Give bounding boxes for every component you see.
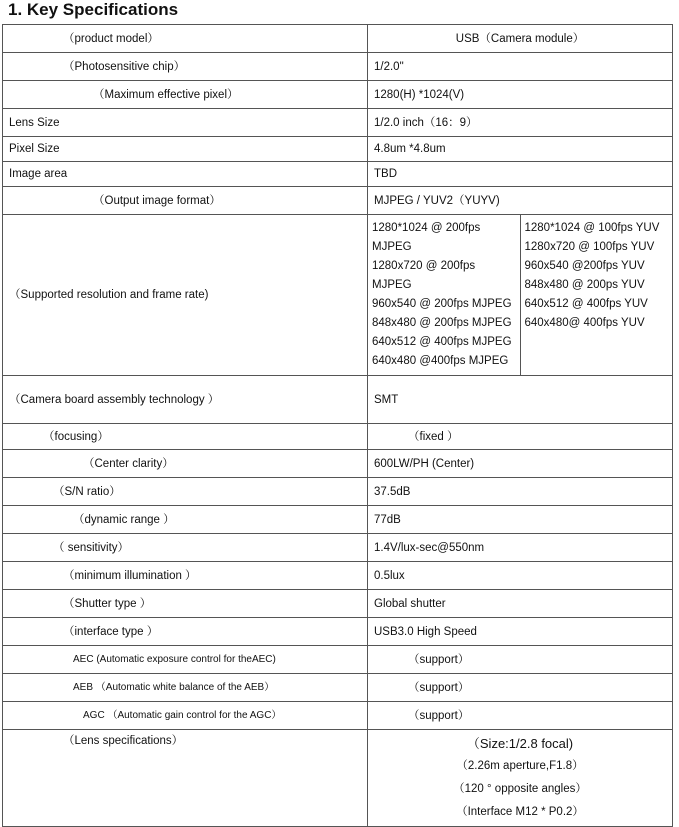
table-row [3, 674, 673, 702]
list-item: （120 ° opposite angles） [453, 783, 587, 795]
list-item: 848x480 @ 200fps MJPEG [372, 317, 512, 329]
label-sn-ratio: （S/N ratio） [3, 478, 368, 506]
value-aeb: （support） [368, 674, 673, 702]
value-sensitivity: 1.4V/lux-sec@550nm [368, 534, 673, 562]
table-row [3, 534, 673, 562]
label-assembly: （Camera board assembly technology ） [3, 376, 368, 424]
label-sensitivity: （ sensitivity） [3, 534, 368, 562]
table-row [3, 424, 673, 450]
table-row [3, 137, 673, 162]
value-image-area: TBD [368, 162, 673, 187]
yuv-list [521, 215, 673, 375]
value-agc: （support） [368, 702, 673, 730]
table-row [3, 162, 673, 187]
list-item: 640x512 @ 400fps YUV [524, 298, 648, 310]
label-center-clarity: （Center clarity） [3, 450, 368, 478]
table-row [3, 109, 673, 137]
label-image-area: Image area [3, 162, 368, 187]
table-row [3, 450, 673, 478]
list-item: 960x540 @ 200fps MJPEG [372, 298, 512, 310]
label-max-pixel: （Maximum effective pixel） [3, 81, 368, 109]
list-item: 1280*1024 @ 100fps YUV [524, 222, 660, 234]
value-sn-ratio: 37.5dB [368, 478, 673, 506]
table-row [3, 25, 673, 53]
list-item: 848x480 @ 200ps YUV [524, 279, 645, 291]
value-lens-specs [368, 730, 673, 827]
value-min-illumination: 0.5lux [368, 562, 673, 590]
label-min-illumination: （minimum illumination ） [3, 562, 368, 590]
table-row [3, 376, 673, 424]
list-item: 640x480 @400fps MJPEG [372, 355, 509, 367]
table-row [3, 478, 673, 506]
label-dynamic-range: （dynamic range ） [3, 506, 368, 534]
list-item: （Interface M12 * P0.2） [456, 806, 584, 818]
value-assembly: SMT [368, 376, 673, 424]
label-interface-type: （interface type ） [3, 618, 368, 646]
label-aeb: AEB （Automatic white balance of the AEB） [3, 674, 368, 702]
label-agc: AGC （Automatic gain control for the AGC） [3, 702, 368, 730]
label-shutter-type: （Shutter type ） [3, 590, 368, 618]
table-row [3, 646, 673, 674]
spec-table [2, 24, 673, 827]
value-photosensitive-chip: 1/2.0" [368, 53, 673, 81]
table-row [3, 187, 673, 215]
value-dynamic-range: 77dB [368, 506, 673, 534]
value-pixel-size: 4.8um *4.8um [368, 137, 673, 162]
list-item: （2.26m aperture,F1.8） [456, 760, 584, 772]
table-row [3, 81, 673, 109]
label-output-format: （Output image format） [3, 187, 368, 215]
value-lens-size: 1/2.0 inch（16：9） [368, 109, 673, 137]
list-item: 1280x720 @ 100fps YUV [524, 241, 655, 253]
value-product-model: USB（Camera module） [368, 25, 673, 53]
label-lens-size: Lens Size [3, 109, 368, 137]
list-item: 640x512 @ 400fps MJPEG [372, 336, 512, 348]
label-focusing: （focusing） [3, 424, 368, 450]
value-max-pixel: 1280(H) *1024(V) [368, 81, 673, 109]
value-resolution [368, 215, 673, 376]
list-item: 960x540 @200fps YUV [524, 260, 645, 272]
list-item: 1280*1024 @ 200fps MJPEG [372, 222, 481, 253]
value-output-format: MJPEG / YUV2（YUYV) [368, 187, 673, 215]
value-interface-type: USB3.0 High Speed [368, 618, 673, 646]
value-aec: （support） [368, 646, 673, 674]
label-aec: AEC (Automatic exposure control for theAEC) [3, 646, 368, 674]
value-center-clarity: 600LW/PH (Center) [368, 450, 673, 478]
mjpeg-list [368, 215, 521, 375]
table-row [3, 618, 673, 646]
table-row [3, 562, 673, 590]
table-row [3, 215, 673, 376]
table-row [3, 730, 673, 827]
list-item: 1280x720 @ 200fps MJPEG [372, 260, 476, 291]
table-row [3, 590, 673, 618]
table-row [3, 702, 673, 730]
label-resolution: （Supported resolution and frame rate) [3, 215, 368, 376]
label-lens-specs: （Lens specifications） [3, 730, 368, 827]
list-item: （Size:1/2.8 focal) [466, 736, 574, 751]
list-item: 640x480@ 400fps YUV [524, 317, 645, 329]
section-title: 1. Key Specifications [8, 0, 179, 19]
label-pixel-size: Pixel Size [3, 137, 368, 162]
table-row [3, 506, 673, 534]
value-shutter-type: Global shutter [368, 590, 673, 618]
value-focusing: （fixed ） [368, 424, 673, 450]
table-row [3, 53, 673, 81]
label-photosensitive-chip: （Photosensitive chip） [3, 53, 368, 81]
label-product-model: （product model） [3, 25, 368, 53]
